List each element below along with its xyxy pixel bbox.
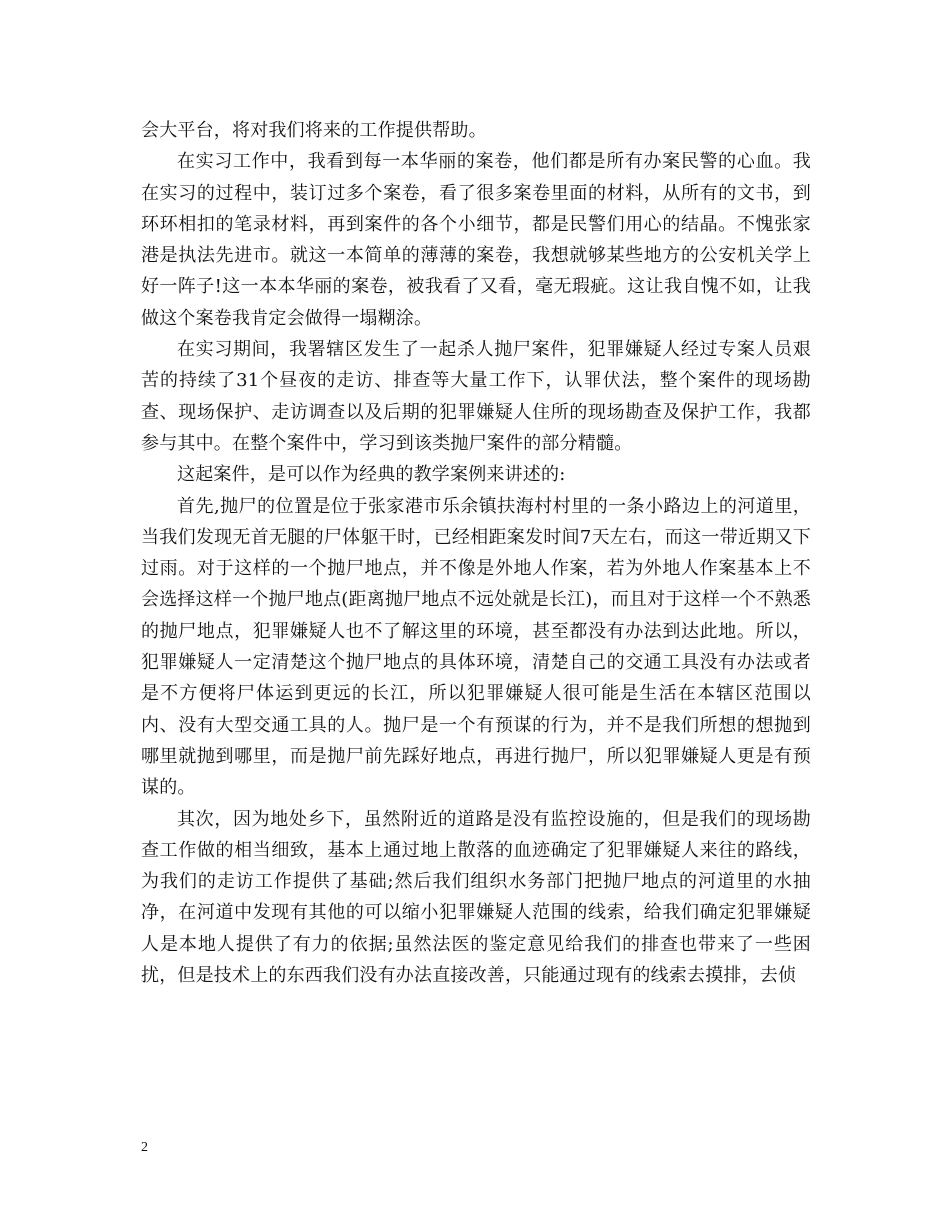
paragraph-internship-case-files: 在实习工作中，我看到每一本华丽的案卷，他们都是所有办案民警的心血。我在实习的过程中，装订过多个案卷，看了很多案卷里面的材料，从所有的文书，到环环相扣的笔录材料，再到案件的各个小细节，都是民警们用心的结晶。不愧张家港是执法先进市。就这一本简单的薄薄的案卷，我想就够某些地方的公安机关学上好一阵子!这一本本华丽的案卷，被我看了又看，毫无瑕疵。这让我自愧不如，让我做这个案卷我肯定会做得一塌糊涂。 (141, 151, 811, 329)
body-text (141, 115, 811, 991)
paragraph-teaching-case-intro: 这起案件，是可以作为经典的教学案例来讲述的: (177, 464, 566, 486)
paragraph-continuation: 会大平台，将对我们将来的工作提供帮助。 (141, 120, 487, 141)
paragraph-second-point: 其次，因为地处乡下，虽然附近的道路是没有监控设施的，但是我们的现场勘查工作做的相当细致，基本上通过地上散落的血迹确定了犯罪嫌疑人来往的路线，为我们的走访工作提供了基础;然后我们组织水务部门把抛尸地点的河道里的水抽净，在河道中发现有其他的可以缩小犯罪嫌疑人范围的线索，给我们确定犯罪嫌疑人是本地人提供了有力的依据;虽然法医的鉴定意见给我们的排查也带来了一些困扰，但是技术上的东西我们没有办法直接改善，只能通过现有的线索去摸排，去侦 (141, 808, 811, 987)
paragraph-homicide-case: 在实习期间，我署辖区发生了一起杀人抛尸案件，犯罪嫌疑人经过专案人员艰苦的持续了31个昼夜的走访、排查等大量工作下，认罪伏法，整个案件的现场勘查、现场保护、走访调查以及后期的犯罪嫌疑人住所的现场勘查及保护工作，我都参与其中。在整个案件中，学习到该类抛尸案件的部分精髓。 (141, 339, 811, 454)
paragraph-first-point: 首先,抛尸的位置是位于张家港市乐余镇扶海村村里的一条小路边上的河道里，当我们发现无首无腿的尸体躯干时，已经相距案发时间7天左右，而这一带近期又下过雨。对于这样的一个抛尸地点，并不像是外地人作案，若为外地人作案基本上不会选择这样一个抛尸地点(距离抛尸地点不远处就是长江)，而且对于这样一个不熟悉的抛尸地点，犯罪嫌疑人也不了解这里的环境，甚至都没有办法到达此地。所以，犯罪嫌疑人一定清楚这个抛尸地点的具体环境，清楚自己的交通工具没有办法或者是不方便将尸体运到更远的长江，所以犯罪嫌疑人很可能是生活在本辖区范围以内、没有大型交通工具的人。抛尸是一个有预谋的行为，并不是我们所想的想抛到哪里就抛到哪里，而是抛尸前先踩好地点，再进行抛尸，所以犯罪嫌疑人更是有预谋的。 (141, 495, 811, 799)
page-number: 2 (141, 1140, 148, 1155)
